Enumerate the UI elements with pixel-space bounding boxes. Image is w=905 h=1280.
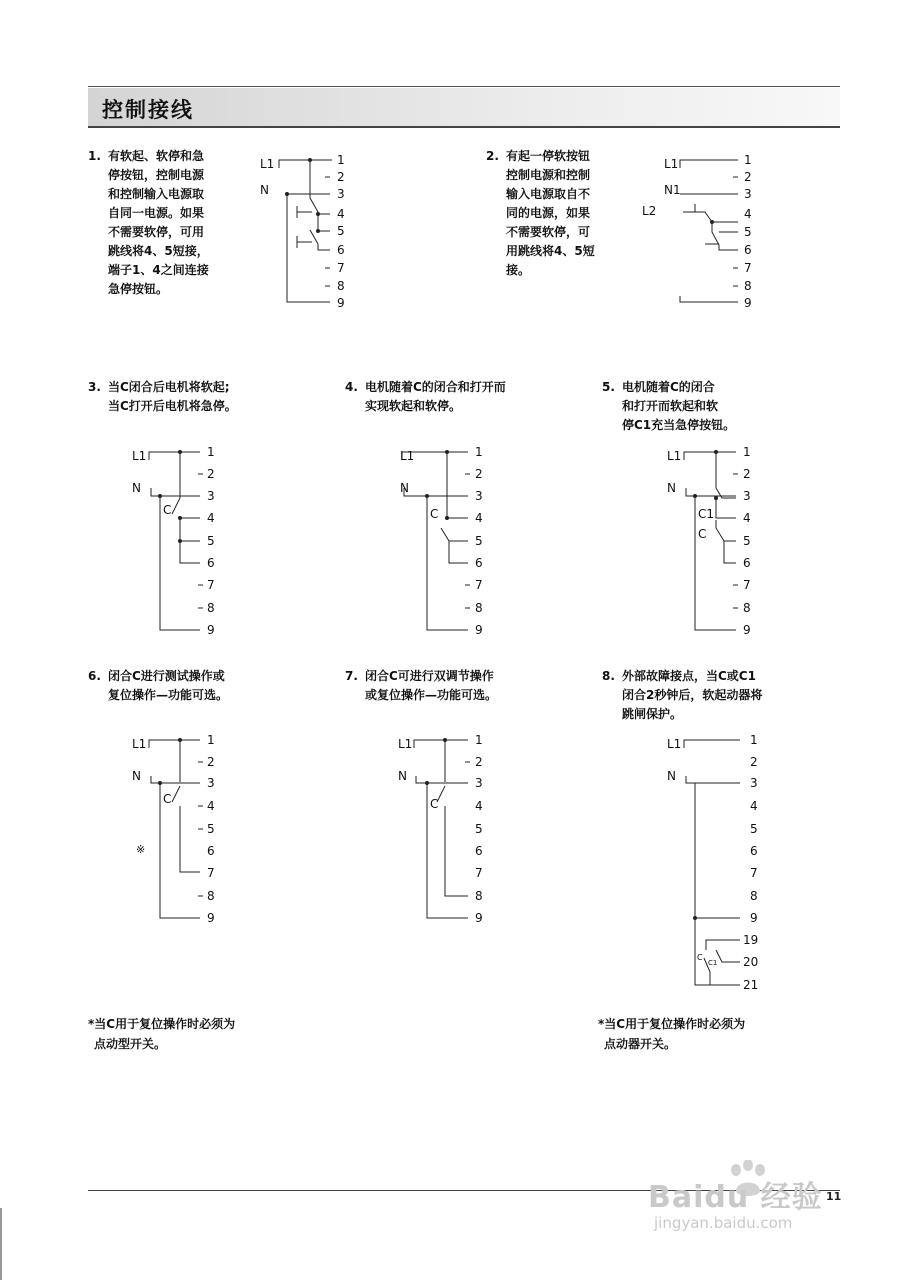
block-line: 停C1充当急停按钮。 [622, 418, 736, 432]
block-line: 闭合2秒钟后，软起动器将 [622, 688, 763, 702]
terminal-label: 9 [207, 911, 215, 925]
block-number: 2. [486, 149, 499, 163]
terminal-label: 8 [475, 601, 483, 615]
terminal-label: 5 [475, 534, 483, 548]
terminal-label: 7 [475, 578, 483, 592]
footnote-right [598, 1014, 745, 1054]
terminal-label: 4 [475, 511, 483, 525]
terminal-label: 9 [207, 623, 215, 637]
terminal-label: 3 [207, 776, 215, 790]
diagram-2 [680, 160, 738, 302]
terminal-label: 8 [207, 601, 215, 615]
diagram-4 [402, 451, 470, 631]
terminal-label: 6 [337, 243, 345, 257]
terminal-label: 1 [475, 733, 483, 747]
label-c: C [697, 953, 703, 962]
page-number: 11 [826, 1190, 842, 1203]
terminal-label: 5 [750, 822, 758, 836]
label-c: C [163, 503, 172, 517]
terminal-label: 6 [744, 243, 752, 257]
terminal-label: 8 [475, 889, 483, 903]
block-line: 接。 [506, 263, 531, 277]
label-n: N [667, 769, 676, 783]
block-line: 和打开而软起和软 [622, 399, 719, 413]
block-number: 7. [345, 669, 358, 683]
block-line: 不需要软停，可用 [108, 225, 205, 239]
terminal-label: 3 [475, 489, 483, 503]
terminal-label: 6 [750, 844, 758, 858]
terminal-label: 7 [744, 261, 752, 275]
block-line: 端子1、4之间连接 [108, 263, 209, 277]
label-c: C [430, 797, 439, 811]
block-line: 同的电源，如果 [506, 206, 591, 220]
block-line: 用跳线将4、5短 [506, 244, 595, 258]
label-n: N [400, 481, 409, 495]
label-l1: L1 [664, 157, 679, 171]
block-line: 自同一电源。如果 [108, 206, 205, 220]
terminal-label: 9 [750, 911, 758, 925]
terminal-label: 3 [743, 489, 751, 503]
label-c1: C1 [708, 959, 718, 967]
label-n: N [132, 769, 141, 783]
block-line: 输入电源取自不 [506, 187, 591, 201]
block-number: 6. [88, 669, 101, 683]
label-l1: L1 [667, 449, 682, 463]
label-n1: N1 [664, 183, 681, 197]
terminal-label: 8 [750, 889, 758, 903]
label-l1: L1 [260, 157, 275, 171]
terminal-label: 2 [337, 170, 345, 184]
block-number: 1. [88, 149, 101, 163]
footnote-line: *当C用于复位操作时必须为 [88, 1017, 236, 1031]
terminal-label: 5 [207, 534, 215, 548]
terminal-label: 7 [207, 578, 215, 592]
label-n: N [667, 481, 676, 495]
terminal-label: 6 [207, 556, 215, 570]
terminal-label: 21 [743, 978, 759, 992]
label-n: N [398, 769, 407, 783]
block-line: 不需要软停，可 [506, 225, 591, 239]
diagram-5-labels [667, 445, 751, 637]
terminal-label: 4 [750, 799, 758, 813]
terminal-label: 5 [744, 225, 752, 239]
terminal-label: 3 [750, 776, 758, 790]
terminal-label: 7 [750, 866, 758, 880]
terminal-label: 2 [207, 467, 215, 481]
diagram-5 [684, 451, 738, 631]
terminal-label: 7 [475, 866, 483, 880]
terminal-label: 9 [337, 296, 345, 310]
terminal-label: 6 [743, 556, 751, 570]
label-l1: L1 [398, 737, 413, 751]
block-line: 闭合C可进行双调节操作 [365, 669, 494, 683]
terminal-label: 9 [743, 623, 751, 637]
diagram-7 [414, 739, 470, 919]
terminal-label: 2 [475, 467, 483, 481]
diagram-1-labels [260, 153, 345, 310]
diagram-1 [279, 159, 332, 303]
terminal-label: 3 [475, 776, 483, 790]
block-number: 8. [602, 669, 615, 683]
terminal-label: 7 [207, 866, 215, 880]
terminal-label: 8 [207, 889, 215, 903]
label-l1: L1 [400, 449, 415, 463]
footnote-line: 点动器开关。 [604, 1037, 677, 1051]
footnote-left [88, 1014, 235, 1054]
terminal-label: 1 [743, 445, 751, 459]
footnote-line: 点动型开关。 [94, 1037, 167, 1051]
label-n: N [132, 481, 141, 495]
terminal-label: 5 [743, 534, 751, 548]
terminal-label: 4 [743, 511, 751, 525]
block-line: 电机随着C的闭合 [622, 380, 715, 394]
terminal-label: 5 [475, 822, 483, 836]
terminal-label: 9 [744, 296, 752, 310]
terminal-label: 6 [475, 556, 483, 570]
terminal-label: 4 [207, 511, 215, 525]
label-n: N [260, 183, 269, 197]
terminal-label: 6 [475, 844, 483, 858]
terminal-label: 4 [475, 799, 483, 813]
diagram-8-labels [667, 733, 758, 992]
terminal-label: 1 [207, 445, 215, 459]
terminal-label: 1 [337, 153, 345, 167]
terminal-label: 6 [207, 844, 215, 858]
terminal-label: 5 [337, 224, 345, 238]
diagram-6 [149, 739, 203, 919]
terminal-label: 4 [744, 207, 752, 221]
terminal-label: 3 [744, 187, 752, 201]
terminal-label: 9 [475, 911, 483, 925]
terminal-label: 7 [337, 261, 345, 275]
section-title: 控制接线 [102, 98, 194, 122]
watermark [648, 1164, 848, 1244]
block-number: 5. [602, 380, 615, 394]
terminal-label: 1 [750, 733, 758, 747]
terminal-label: 8 [743, 601, 751, 615]
block-line: 有软起、软停和急 [108, 149, 205, 163]
block-line: 和控制输入电源取 [108, 187, 205, 201]
terminal-label: 1 [744, 153, 752, 167]
label-l1: L1 [667, 737, 682, 751]
terminal-label: 2 [750, 755, 758, 769]
terminal-label: 4 [207, 799, 215, 813]
watermark-brand: Baidu 经验 [648, 1180, 823, 1215]
block-line: 当C闭合后电机将软起; [108, 380, 230, 394]
reference-mark: ※ [136, 843, 146, 856]
block-line: 跳线将4、5短接， [108, 244, 209, 258]
block-line: 外部故障接点，当C或C1 [622, 669, 756, 683]
label-l1: L1 [132, 737, 147, 751]
terminal-label: 8 [337, 279, 345, 293]
label-c1: C1 [698, 507, 715, 521]
block-line: 复位操作—功能可选。 [108, 688, 229, 702]
terminal-label: 20 [743, 955, 759, 969]
block-number: 3. [88, 380, 101, 394]
terminal-label: 3 [207, 489, 215, 503]
block-line: 或复位操作—功能可选。 [365, 688, 498, 702]
watermark-url: jingyan.baidu.com [654, 1214, 793, 1232]
label-c: C [430, 507, 439, 521]
block-number: 4. [345, 380, 358, 394]
terminal-label: 5 [207, 822, 215, 836]
terminal-label: 2 [207, 755, 215, 769]
label-c: C [698, 527, 707, 541]
label-c: C [163, 792, 172, 806]
terminal-label: 8 [744, 279, 752, 293]
scan-edge [0, 1208, 2, 1280]
diagram-3 [149, 451, 203, 631]
diagram-8 [684, 740, 740, 985]
block-line: 电机随着C的闭合和打开而 [365, 380, 506, 394]
label-l2: L2 [642, 204, 657, 218]
terminal-label: 2 [744, 170, 752, 184]
block-line: 闭合C进行测试操作或 [108, 669, 225, 683]
block-line: 停按钮，控制电源 [108, 168, 205, 182]
block-line: 有起一停软按钮 [506, 149, 591, 163]
diagram-4-labels [400, 445, 483, 637]
block-line: 实现软起和软停。 [365, 399, 462, 413]
terminal-label: 1 [475, 445, 483, 459]
terminal-label: 7 [743, 578, 751, 592]
label-l1: L1 [132, 449, 147, 463]
terminal-label: 1 [207, 733, 215, 747]
terminal-label: 19 [743, 933, 759, 947]
block-line: 控制电源和控制 [506, 168, 591, 182]
terminal-label: 2 [743, 467, 751, 481]
terminal-label: 4 [337, 207, 345, 221]
terminal-label: 9 [475, 623, 483, 637]
block-line: 当C打开后电机将急停。 [108, 399, 237, 413]
terminal-label: 3 [337, 187, 345, 201]
footnote-line: *当C用于复位操作时必须为 [598, 1017, 746, 1031]
block-line: 跳闸保护。 [622, 707, 683, 721]
block-line: 急停按钮。 [108, 282, 169, 296]
terminal-label: 2 [475, 755, 483, 769]
